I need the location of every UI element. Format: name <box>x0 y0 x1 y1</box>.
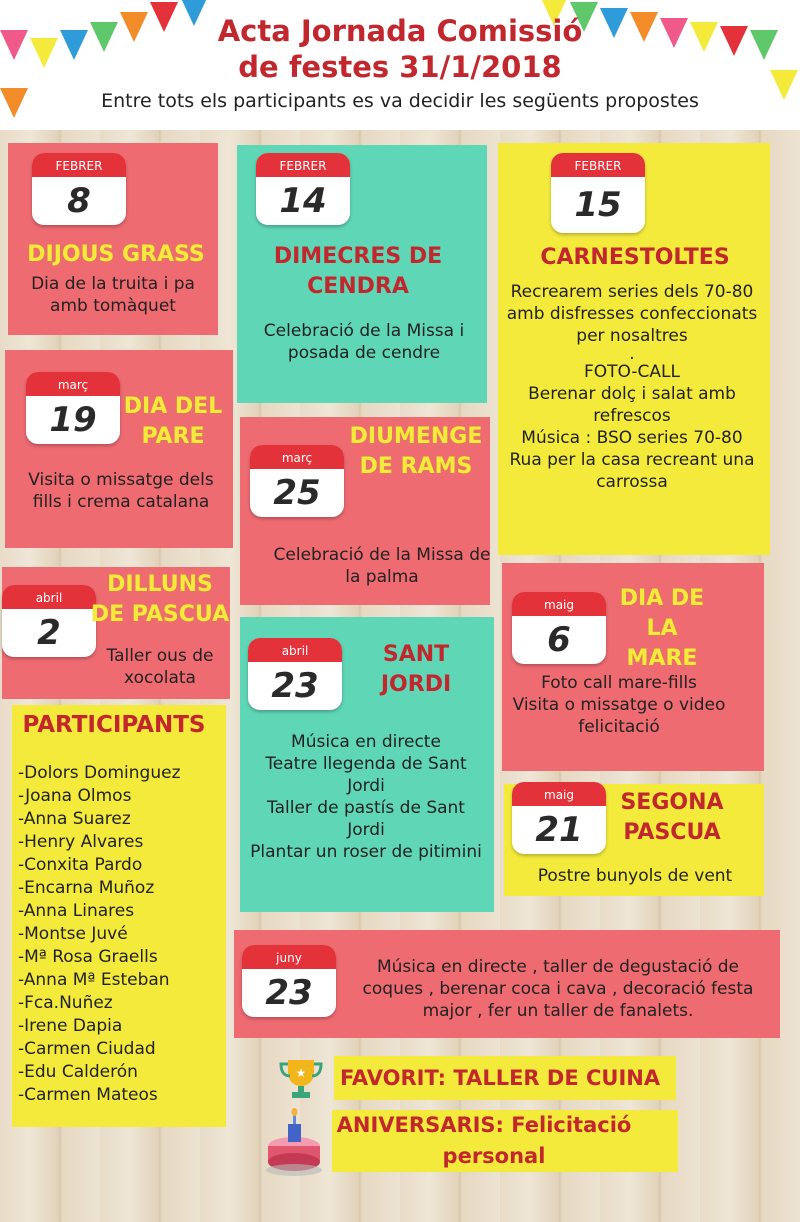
event-line: . <box>629 344 635 364</box>
participant-name: -Conxita Pardo <box>18 855 143 875</box>
calendar-day: 23 <box>265 973 313 1013</box>
participant-name: -Edu Calderón <box>18 1062 138 1082</box>
calendar-month: abril <box>248 638 342 662</box>
event-title: DIUMENGE DE RAMS <box>349 424 483 479</box>
calendar-icon <box>250 445 344 517</box>
calendar-month: maig <box>512 782 606 806</box>
event-line: Visita o missatge o video felicitació <box>512 695 726 737</box>
calendar-month: FEBRER <box>551 153 645 177</box>
aniversaris-text-line1: ANIVERSARIS: Felicitació <box>336 1113 632 1137</box>
calendar-day: 8 <box>67 181 91 221</box>
event-line: Música : BSO series 70-80 <box>521 428 743 448</box>
calendar-day: 15 <box>574 185 622 225</box>
calendar-month: març <box>26 372 120 396</box>
event-line: Recrearem series dels 70-80 amb disfresses confeccionats per nosaltres <box>506 282 758 346</box>
event-title: DILLUNS DE PASCUA <box>90 572 230 627</box>
event-title: SEGONA PASCUA <box>620 790 724 845</box>
participants-list <box>18 762 181 1107</box>
calendar-day: 19 <box>49 400 97 440</box>
event-text-list <box>512 672 726 738</box>
calendar-day: 14 <box>279 181 327 221</box>
calendar-month: juny <box>242 945 336 969</box>
calendar-day: 2 <box>37 613 61 653</box>
calendar-icon <box>26 372 120 444</box>
page-subtitle: Entre tots els participants es va decidir les següents propostes <box>101 90 699 112</box>
participant-name: -Anna Mª Esteban <box>18 970 170 990</box>
event-title: DIA DEL PARE <box>123 394 223 449</box>
aniversaris-text-line2: personal <box>442 1144 546 1168</box>
event-text-list <box>500 281 764 493</box>
event-title: DIJOUS GRASS <box>27 242 205 267</box>
calendar-icon <box>242 945 336 1017</box>
calendar-month: maig <box>512 592 606 616</box>
calendar-month: FEBRER <box>32 153 126 177</box>
participant-name: -Dolors Dominguez <box>18 763 181 783</box>
calendar-icon <box>512 782 606 854</box>
page-title-line1: Acta Jornada Comissió <box>217 14 583 48</box>
participant-name: -Carmen Mateos <box>18 1085 158 1105</box>
calendar-month: abril <box>2 585 96 609</box>
calendar-day: 21 <box>535 810 583 850</box>
event-title: DIA DE LA MARE <box>619 586 705 671</box>
svg-text:★: ★ <box>295 1066 307 1080</box>
calendar-icon <box>512 592 606 664</box>
event-text-list <box>250 731 482 863</box>
event-line: Teatre llegenda de Sant Jordi <box>265 754 467 796</box>
calendar-month: març <box>250 445 344 469</box>
event-line: Música en directe <box>291 732 441 752</box>
event-title: CARNESTOLTES <box>540 245 730 270</box>
event-line: Taller de pastís de Sant Jordi <box>267 798 465 840</box>
event-text: Taller ous de xocolata <box>106 646 214 688</box>
event-title: SANT JORDI <box>380 642 452 697</box>
participant-name: -Carmen Ciudad <box>18 1039 156 1059</box>
event-line: Berenar dolç i salat amb refrescos <box>528 384 736 426</box>
event-text: Postre bunyols de vent <box>537 866 733 886</box>
page-title-line2: de festes 31/1/2018 <box>238 50 562 84</box>
header <box>0 0 800 130</box>
participant-name: -Irene Dapia <box>18 1016 123 1036</box>
calendar-icon <box>32 153 126 225</box>
event-text: Celebració de la Missa i posada de cendre <box>263 321 465 363</box>
participant-name: -Anna Linares <box>18 901 135 921</box>
calendar-day: 6 <box>547 620 571 660</box>
participant-name: -Mª Rosa Graells <box>18 947 158 967</box>
calendar-icon <box>551 153 645 233</box>
trophy-icon <box>278 1056 324 1102</box>
event-title: DIMECRES DE CENDRA <box>273 244 443 299</box>
event-text: Música en directe , taller de degustació de coques , berenar coca i cava , decoració festa major , fer un taller de fanalets. <box>362 957 754 1021</box>
participant-name: -Fca.Nuñez <box>18 993 113 1013</box>
participants-title: PARTICIPANTS <box>22 712 206 738</box>
birthday-cake-icon <box>264 1108 324 1178</box>
event-line: Rua per la casa recreant una carrossa <box>509 450 755 492</box>
event-line: FOTO-CALL <box>584 362 680 382</box>
participant-name: -Joana Olmos <box>18 786 132 806</box>
participant-name: -Encarna Muñoz <box>18 878 155 898</box>
event-text: Dia de la truita i pa amb tomàquet <box>31 274 195 316</box>
event-text: Visita o missatge dels fills i crema catalana <box>28 470 214 512</box>
event-line: Foto call mare-fills <box>541 673 697 693</box>
calendar-day: 25 <box>273 473 321 513</box>
event-line: Plantar un roser de pitimini <box>250 842 482 862</box>
participant-name: -Montse Juvé <box>18 924 128 944</box>
calendar-icon <box>256 153 350 225</box>
event-text: Celebració de la Missa de la palma <box>273 545 491 587</box>
participant-name: -Anna Suarez <box>18 809 131 829</box>
calendar-icon <box>2 585 96 657</box>
calendar-month: FEBRER <box>256 153 350 177</box>
calendar-icon <box>248 638 342 710</box>
participant-name: -Henry Alvares <box>18 832 144 852</box>
calendar-day: 23 <box>271 666 319 706</box>
favorit-text: FAVORIT: TALLER DE CUINA <box>340 1066 661 1090</box>
